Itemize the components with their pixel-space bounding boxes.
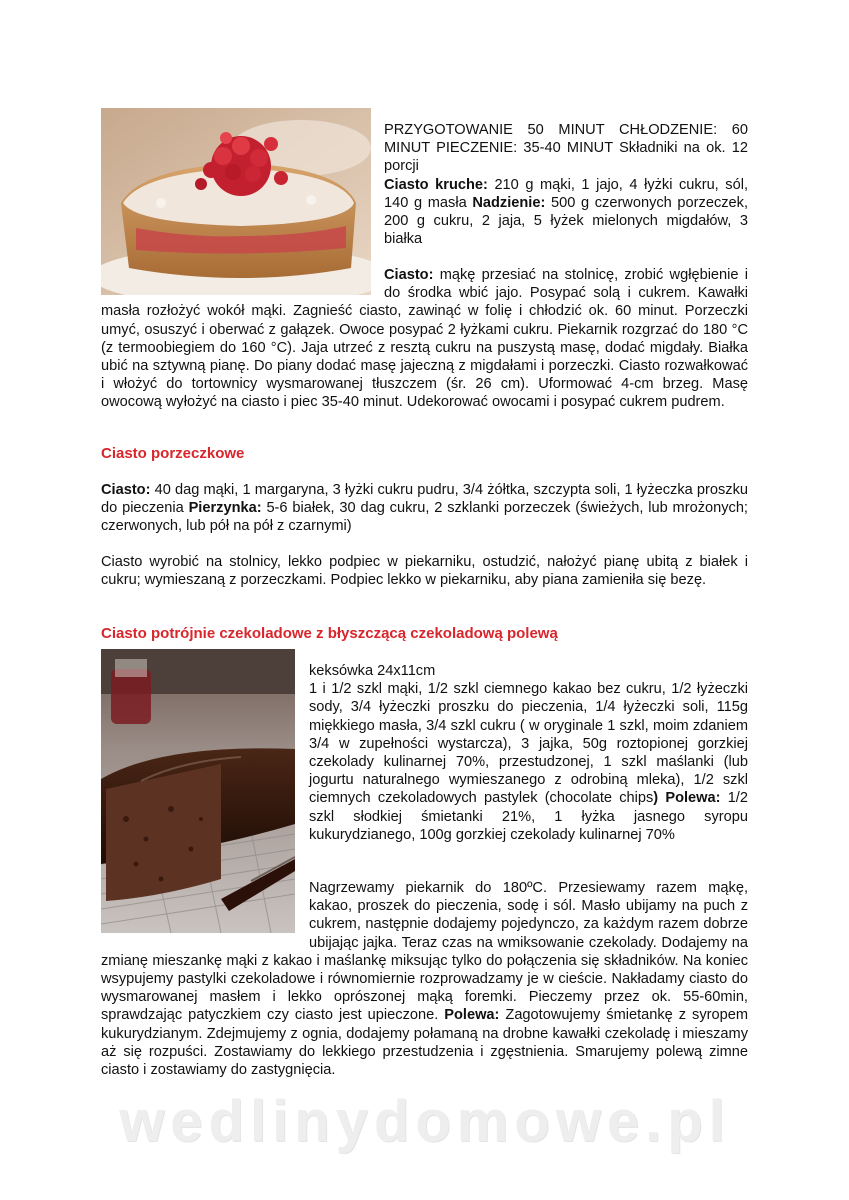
recipe1-ingredients — [384, 121, 748, 248]
recipe2-dough-label: Ciasto: — [101, 482, 151, 498]
watermark: wedlinydomowe.pl — [119, 1089, 731, 1154]
recipe3-ingredients-text: 1 i 1/2 szkl mąki, 1/2 szkl ciemnego kakao bez cukru, 1/2 łyżeczki sody, 3/4 łyżeczki proszku do pieczenia, 1/4 łyżeczki soli, 115g miękkiego masła, 3/4 szkl cukru ( w oryginale 1 szkl, moim zdaniem 3/4 w zupełności wystarcza), 3 jajka, 50g roztopionej gorzkiej czekolady kulinarnej 70%, przestudzonej, 1 szkl maślanki (lub jogurtu naturalnego wymieszanego z odrobiną mleka), 1/2 szkl ciemnych czekoladowych pastylek (chocolate chips — [309, 681, 748, 807]
recipe1-method-text: mąkę przesiać na stolnicę, zrobić wgłębienie i do środka wbić jajo. Posypać solą i cukrem. Kawałki masła rozłożyć wokół mąki. Zagnieść ciasto, zawinąć w folię i chłodzić ok. 60 minut. Porzeczki umyć, osuszyć i oberwać z gałązek. Owoce posypać 2 łyżkami cukru. Piekarnik rozgrzać do 180 °C (z termoobiegiem do 160 °C). Jaja utrzeć z resztą cukru na puszystą masę, dodać migdały. Białka ubić na sztywną pianę. Do piany dodać masę jajeczną z migdałami i porzeczki. Ciasto rozwałkować i włożyć do tortownicy wysmarowanej tłuszczem (śr. 26 cm). Uformować 4-cm brzeg. Masę owocową wyłożyć na ciasto i piec 35-40 minut. Udekorować owocami i posypać cukrem pudrem. — [101, 267, 748, 411]
recipe3-glaze-text: 1/2 szkl słodkiej śmietanki 21%, 1 łyżka jasnego syropu kukurydzianego, 100g gorzkiej czekolady kulinarnej 70% — [309, 790, 748, 843]
recipe2-ingredients — [101, 481, 748, 536]
recipe3-glaze-method-label: Polewa: — [444, 1007, 500, 1024]
recipe1-method-label: Ciasto: — [384, 267, 434, 283]
recipe1-dough-label: Ciasto kruche: — [384, 176, 488, 193]
recipe2-dough-text: 40 dag mąki, 1 margaryna, 3 łyżki cukru pudru, 3/4 żółtka, szczypta soli, 1 łyżeczka proszku do pieczenia — [101, 482, 748, 517]
recipe1-intro: PRZYGOTOWANIE 50 MINUT CHŁODZENIE: 60 MINUT PIECZENIE: 35-40 MINUT Składniki na ok. 12 porcji — [384, 122, 748, 175]
recipe1-filling-label: Nadzienie: — [472, 194, 546, 211]
recipe2-method — [101, 553, 748, 589]
recipe2-meringue-text: 5-6 białek, 30 dag cukru, 2 szklanki porzeczek (świeżych, lub mrożonych; czerwonych, lub pół na pół z czarnymi) — [101, 500, 748, 535]
recipe2-title: Ciasto porzeczkowe — [101, 445, 245, 462]
recipe3-method-text: Nagrzewamy piekarnik do 180ºC. Przesiewamy razem mąkę, kakao, proszek do pieczenia, sodę i sól. Masło ubijamy na puch z cukrem, następnie dodajemy pojedynczo, za każdym razem dobrze ubijając jajka. Teraz czas na wmiksowanie czekolady. Dodajemy na zmianę mieszankę mąki z kakao i maślankę miksując tylko do połączenia się składników. Na koniec wsypujemy pastylki czekoladowe i równomiernie rozprowadzamy je w cieście. Nakładamy ciasto do wysmarowanej masłem i lekko oprószonej mąką foremki. Pieczemy przez ok. 55-60min, sprawdzając patyczkiem czy ciasto jest upieczone. — [101, 880, 748, 1024]
recipe3-title: Ciasto potrójnie czekoladowe z błyszczącą czekoladową polewą — [101, 625, 558, 642]
recipe3-pan: keksówka 24x11cm — [309, 663, 436, 679]
recipe3-glaze-label: Polewa: — [665, 790, 721, 807]
recipe2-method-text: Ciasto wyrobić na stolnicy, lekko podpiec w piekarniku, ostudzić, nałożyć pianę ubitą z białek i cukru; wymieszaną z porzeczkami. Podpiec lekko w piekarniku, aby piana zamieniła się bezę. — [101, 554, 748, 589]
recipe3-ingredients-paren: ) — [653, 790, 659, 807]
recipe2-meringue-label: Pierzynka: — [188, 500, 262, 517]
recipe3-ingredients — [309, 662, 748, 844]
recipe1-dough-text: 210 g mąki, 1 jajo, 4 łyżki cukru, sól, 140 g masła — [384, 176, 748, 211]
recipe1-method — [101, 266, 748, 412]
recipe3-method — [101, 879, 748, 1079]
recipe3-glaze-method-text: Zagotowujemy śmietankę z syropem kukurydzianym. Zdejmujemy z ognia, dodajemy połamaną na drobne kawałki czekoladę i mieszamy aż się rozpuści. Zostawiamy do lekkiego przestudzenia i zgęstnienia. Smarujemy polewą zimne ciasto i zostawiamy do zastygnięcia. — [101, 1007, 748, 1079]
recipe1-filling-text: 500 g czerwonych porzeczek, 200 g cukru, 2 jaja, 5 łyżek mielonych migdałów, 3 białka — [384, 194, 749, 248]
